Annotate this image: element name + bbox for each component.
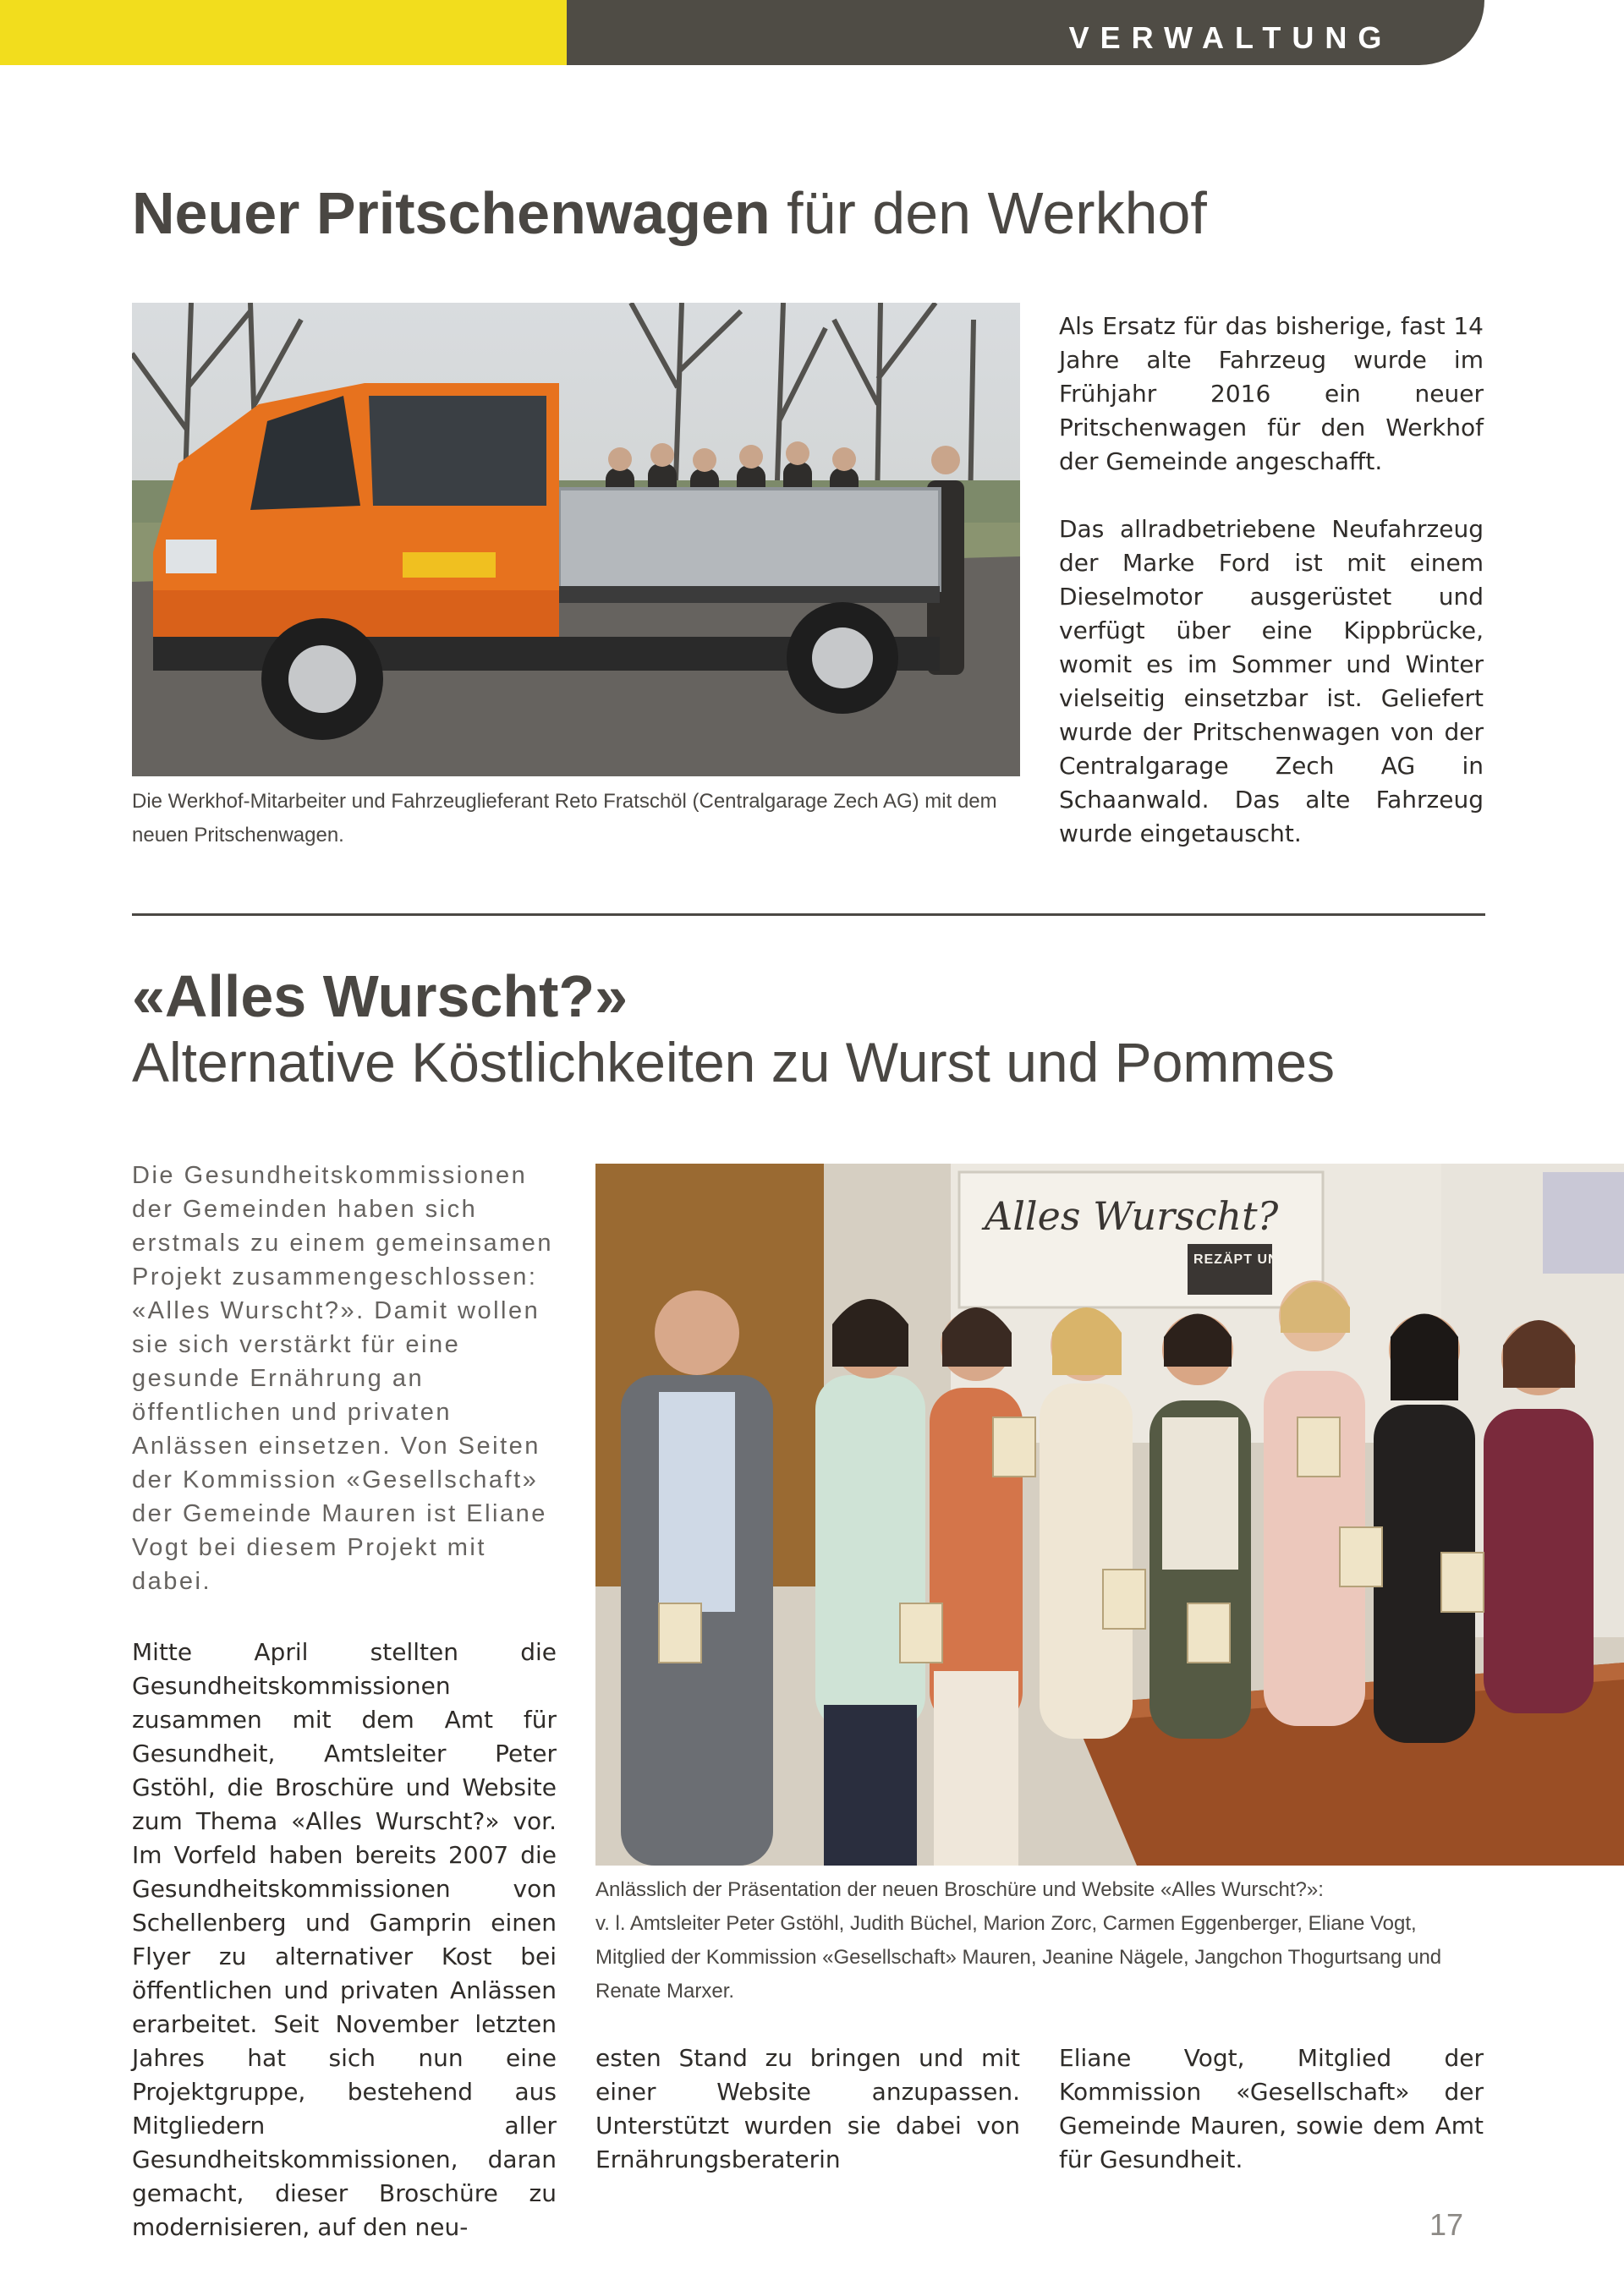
article1-paragraph: Als Ersatz für das bisherige, fast 14 Jahre alte Fahrzeug wurde im Frühjahr 2016 ein neuer Pritschenwagen für den Werkhof der Gemeinde angeschafft. <box>1059 312 1484 475</box>
article2-body-column-1: Mitte April stellten die Gesundheitskommissionen zusammen mit dem Amt für Gesundheit, Amtsleiter Peter Gstöhl, die Broschüre und Website zum Thema «Alles Wurscht?» vor. Im Vorfeld haben bereits 2007 die Gesundheitskommissionen von Schellenberg und Gamprin einen Flyer zu alternativer Kost bei öffentlichen und privaten Anlässen erarbeitet. Seit November letzten Jahres hat sich nun eine Projektgruppe, bestehend aus Mitgliedern aller Gesundheitskommissionen, daran gemacht, dieser Broschüre zu modernisieren, auf den neu- <box>132 1638 557 2241</box>
sign-title: Alles Wurscht? <box>985 1193 1279 1239</box>
header-accent-bar <box>0 0 567 65</box>
sign-subtitle: REZÄPT UNTER <box>1193 1252 1309 1267</box>
group-photo-caption-line1: Anlässlich der Präsentation der neuen Broschüre und Website «Alles Wurscht?»: <box>595 1878 1324 1901</box>
group-photo-caption-line2: v. l. Amtsleiter Peter Gstöhl, Judith Büchel, Marion Zorc, Carmen Eggenberger, Eliane Vogt, Mitglied der Kommission «Gesellschaft» Mauren, Jeanine Nägele, Jangchon Thogurtsang und Renate Marxer. <box>595 1912 1442 2003</box>
section-label: VERWALTUNG <box>1068 20 1393 55</box>
group-photo-caption <box>595 1873 1484 2008</box>
article-divider <box>132 913 1485 916</box>
article-title-bold: Neuer Pritschenwagen <box>132 180 771 246</box>
article1-body <box>1059 310 1484 851</box>
truck-photo-illustration <box>132 303 1020 776</box>
page-number: 17 <box>1429 2207 1464 2242</box>
article1-paragraph: Das allradbetriebene Neufahrzeug der Marke Ford ist mit einem Dieselmotor ausgerüstet und verfügt über eine Kippbrücke, womit es im Sommer und Winter vielseitig einsetzbar ist. Geliefert wurde der Pritschenwagen von der Centralgarage Zech AG in Schaanwald. Das alte Fahrzeug wurde eingetauscht. <box>1059 515 1484 847</box>
article2-lead: Die Gesundheitskommissionen der Gemeinden haben sich erstmals zu einem gemeinsamen Projekt zusammengeschlossen: «Alles Wurscht?». Damit wollen sie sich verstärkt für eine gesunde Ernährung an öffentlichen und privaten Anlässen einsetzen. Von Seiten der Kommission «Gesellschaft» der Gemeinde Mauren ist Eliane Vogt bei diesem Projekt mit dabei. <box>132 1162 554 1595</box>
group-photo-illustration <box>595 1164 1624 1866</box>
article2-body-column-3: Eliane Vogt, Mitglied der Kommission «Gesellschaft» der Gemeinde Mauren, sowie dem Amt für Gesundheit. <box>1059 2044 1484 2173</box>
truck-photo-caption: Die Werkhof-Mitarbeiter und Fahrzeuglieferant Reto Fratschöl (Centralgarage Zech AG) mit dem neuen Pritschenwagen. <box>132 790 997 847</box>
group-photo <box>595 1164 1624 1866</box>
article2-title: «Alles Wurscht?» <box>132 963 628 1029</box>
truck-photo <box>132 303 1020 776</box>
article-title <box>132 179 1207 247</box>
article-title-rest: für den Werkhof <box>787 180 1207 246</box>
article2-body-column-2: esten Stand zu bringen und mit einer Website anzupassen. Unterstützt wurden sie dabei von Ernährungsberaterin <box>595 2044 1020 2173</box>
article2-subtitle: Alternative Köstlichkeiten zu Wurst und Pommes <box>132 1031 1336 1093</box>
